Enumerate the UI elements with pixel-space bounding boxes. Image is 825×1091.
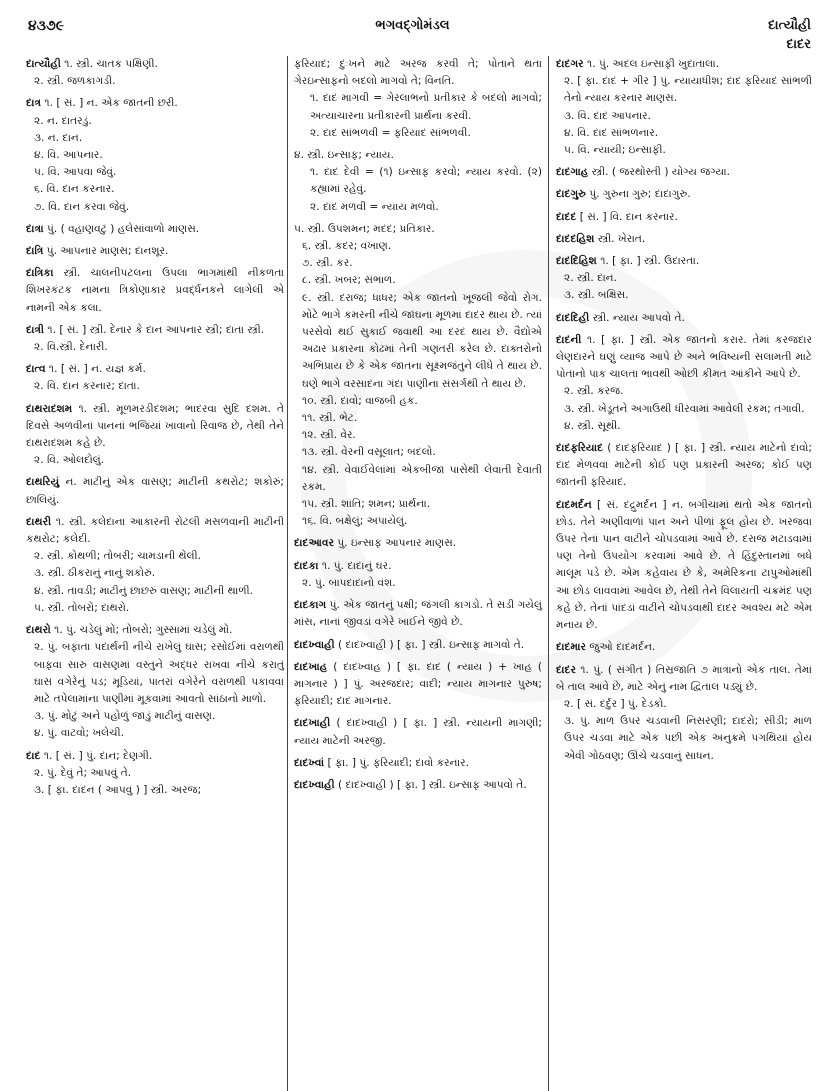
dictionary-entry	[556, 209, 812, 226]
sense-line: ૧૬. વિ. બક્ષેલું; અપાયેલું.	[302, 515, 408, 528]
sense-line: ૨. સ્ત્રી. દાન.	[564, 272, 617, 285]
dictionary-entry	[294, 221, 542, 531]
entry-first-line	[26, 474, 284, 508]
definition-text: ૧. [ સં. ] સ્ત્રી. દેનાર કે દાન આપનાર સ્ત્રી; દાતા સ્ત્રી.	[44, 323, 265, 336]
sense-line: ૧૫. સ્ત્રી. શાંતિ; શમન; પ્રાર્થના.	[302, 498, 431, 511]
headword: દાદખ્વાહી	[294, 778, 335, 791]
definition-text: ૧. [ સં. ] પું. દાન; દેણગી.	[40, 749, 153, 762]
headword: દાદગર	[556, 58, 584, 70]
definition-text: ( દાદફરિયાદ ) [ ફા. ] સ્ત્રી. ન્યાય માટેનો દાવો; દાદ મેળવવા માટેની કોઈ પણ પ્રકારની અરજ; કોઈ પણ જાતની ફરિયાદ.	[556, 442, 812, 489]
dictionary-entry	[294, 56, 542, 142]
dictionary-entry	[26, 322, 284, 356]
entry-first-line	[26, 401, 284, 453]
definition-text: સ્ત્રી. ન્યાય આપવો તે.	[589, 311, 685, 324]
dictionary-entry	[26, 514, 284, 617]
dictionary-entry	[294, 558, 542, 592]
dictionary-entry	[556, 253, 812, 305]
sense-line: ૫. વિ. ન્યાયી; ઇન્સાફી.	[564, 144, 666, 157]
headword: દાદફરિયાદ	[556, 442, 604, 455]
dictionary-entry	[26, 56, 284, 90]
entry-first-line	[26, 56, 284, 73]
sense-line: ૩. વિ. દાદ આપનાર.	[564, 109, 652, 122]
headword: દાત્રી	[26, 323, 45, 336]
entry-first-line	[294, 558, 542, 575]
dictionary-entry	[26, 243, 284, 260]
entry-first-line	[556, 639, 812, 656]
dictionary-entry	[294, 777, 542, 794]
definition-text: પું. એક જાતનું પક્ષી; જંગલી કાગડો. તે સડી ગયેલું માંસ, નાનાં જીવડાં વગેરે ખાઈને જીવે છે.	[294, 599, 542, 629]
dictionary-entry	[294, 147, 542, 216]
dictionary-entry	[556, 440, 812, 492]
headword: દાદમાર	[556, 641, 586, 654]
sense-line: ૨. સ્ત્રી. કોથળી; તોબરી; ચામડાની થેલી.	[34, 550, 202, 563]
definition-text: ફરિયાદ; દુઃખને માટે અરજ કરવી તે; પોતાને થતા ગેરઇન્સાફનો બદલો માગવો તે; વિનતિ.	[294, 58, 542, 88]
definition-text: ૧. પું. અદલ ઇન્સાફી ખુદાતાલા.	[583, 58, 720, 70]
sense-line: ૧૨. સ્ત્રી. વેર.	[302, 429, 356, 442]
entry-first-line	[556, 497, 812, 635]
sense-line: ૬. વિ. દાન કરનાર.	[34, 183, 115, 196]
definition-text: [ સં. ] વિ. દાન કરનાર.	[576, 210, 678, 223]
definition-text: પું. ( વહાણવટું ) હલેસાંવાળો માણસ.	[43, 222, 200, 235]
headword: દાદદહિશ	[556, 232, 595, 245]
definition-text: સ્ત્રી. ( જરથોસ્તી ) યોગ્ય જગ્યા.	[588, 166, 730, 179]
sense-line: ૩. સ્ત્રી. ખેડૂતને અગાઉથી ધીરવામાં આવેલી રકમ; તગાવી.	[564, 402, 805, 415]
headword: દાદની	[556, 333, 582, 346]
entry-first-line	[26, 322, 284, 339]
headword: દાત્ર	[26, 97, 42, 110]
entry-first-line	[26, 514, 284, 548]
sense-line: ૧૩. સ્ત્રી. વેરની વસૂલાત; બદલો.	[302, 446, 436, 459]
idiom-subsense: ૧. દાદ દેવી = (૧) ઇન્સાફ કરવો; ન્યાય કરવો. (૨) કહ્યામાં રહેવું.	[310, 166, 542, 196]
dictionary-entry	[556, 164, 812, 181]
dictionary-entry	[556, 231, 812, 248]
dictionary-entry	[294, 637, 542, 654]
column-divider	[548, 56, 549, 1091]
definition-text: [ સં. દદ્રુમર્દન ] ન. બગીચામાં થતો એક જાતનો છોડ. તેને અણીવાળાં પાન અને પીળાં ફૂલ હોય છે. ખરજવા ઉપર તેનાં પાન વાટીને ચોપડવામાં આવે છે. દરાજ મટાડવામાં પણ તેનો ઉપયોગ કરવામાં આવે છે. તે હિંદુસ્તાનમાં બધે માલૂમ પડે છે. એમ કહેવાય છે કે, અમેરિકના ટાપુઓમાંથી આ છોડ લાવવામાં આવેલ છે, તેથી તેને વિલાયતી ચક્રમંદ પણ કહે છે. તેનાં પાંદડાં વાટીને ચોપડવાથી દાદર અવશ્ય મટે એમ મનાય છે.	[556, 498, 812, 632]
dictionary-entry	[26, 748, 284, 800]
sense-line: ૮. સ્ત્રી. ખબર; સંભાળ.	[302, 274, 396, 287]
entry-first-line	[294, 777, 542, 794]
headword: દાદકા	[294, 559, 319, 572]
headword: દાદર	[556, 663, 576, 676]
dictionary-entry	[294, 659, 542, 711]
sense-line: ૩. ન. દાન.	[34, 131, 83, 144]
entry-first-line	[556, 662, 812, 696]
headword: દાત્રા	[26, 222, 44, 235]
entry-first-line	[556, 253, 812, 270]
page-number: ૪૩૭૯	[28, 18, 65, 34]
entry-first-line	[26, 95, 284, 112]
sense-line: ૨. ન. દાતરડું.	[34, 114, 92, 127]
definition-text: ૧. [ ફા. ] સ્ત્રી. ઉદારતા.	[596, 255, 700, 268]
definition-text: ( દાદખ્વાહી ) [ ફા. ] સ્ત્રી. ન્યાયની માગણી; ન્યાય માટેની અરજી.	[294, 717, 542, 747]
definition-text: પું. ગુરુના ગુરુ; દાદાગુરુ.	[585, 188, 691, 201]
definition-text: ૧. [ સં. ] ન. યજ્ઞ કર્મ.	[45, 363, 146, 376]
definition-text: ( દાદખ્વાહ ) [ ફા. દાદ ( ન્યાય ) + ખાહ ( માગનાર ) ] પું. અરજદાર; વાદી; ન્યાય માગનાર પુરુષ; ફરિયાદી; દાદ માગનાર.	[294, 660, 542, 708]
entry-first-line	[294, 637, 542, 654]
headword: દાત્રિકા	[26, 267, 54, 280]
definition-text: પું. ઇન્સાફ આપનાર માણસ.	[334, 537, 457, 550]
page-header	[0, 12, 825, 52]
entry-first-line	[294, 715, 542, 749]
running-title: ભગવદ્ગોમંડલ	[375, 18, 450, 33]
headword: દાદખ્વાં	[294, 756, 325, 769]
idiom-subsense: ૧. દાદ માગવી = ગેરલાભનો પ્રતીકાર કે બદલો માગવો; અત્યાચારના પ્રતીકારની પ્રાર્થના કરવી.	[310, 92, 542, 122]
entry-first-line	[556, 186, 812, 203]
column-middle	[294, 56, 542, 799]
entry-first-line	[556, 310, 812, 327]
entry-first-line	[294, 755, 542, 772]
dictionary-entry	[26, 221, 284, 238]
headword: દાત્વ	[26, 363, 46, 376]
definition-text: ૧. [ સં. ] ન. એક જાતની છરી.	[41, 97, 178, 110]
entry-first-line	[26, 361, 284, 378]
entry-first-line	[294, 597, 542, 631]
entry-first-line	[556, 231, 812, 248]
dictionary-entry	[26, 474, 284, 508]
definition-text: સ્ત્રી. ચાલનીપટલના ઉપલા ભાગમાંથી નીકળતા શિખરકંટક નામના ત્રિકોણાકાર પ્રવર્દ્ધનકને લાગેલી એ નામની એક કલા.	[26, 267, 284, 314]
definition-text: ૧. પું. દાદાનું ઘર.	[318, 559, 392, 572]
sense-line: ૨. સ્ત્રી. જળકાગડી.	[34, 75, 116, 88]
headword: દાથરી	[26, 515, 52, 528]
dictionary-entry	[556, 332, 812, 435]
headword: દાદગુરુ	[556, 188, 586, 201]
guide-words	[768, 16, 811, 54]
sense-line: ૧૦. સ્ત્રી. દાવો; વાજબી હક.	[302, 394, 418, 407]
sense-line: ૩. પું. મોટું અને પહોળું જાડું માટીનું વાસણ.	[34, 710, 216, 723]
sense-line: ૨. વિ. દાન કરનાર; દાતા.	[34, 380, 140, 393]
dictionary-entry	[294, 755, 542, 772]
sense-line: ૭. વિ. દાન કરવા જેવું.	[34, 200, 130, 213]
entry-first-line	[294, 221, 542, 238]
sense-line: ૧૪. સ્ત્રી. વેવાઈવેલાંમાં એકબીજા પાસેથી લેવાતી દેવાતી રકમ.	[302, 463, 542, 493]
sense-line: ૪. પું. વાટવો; ખલેચી.	[34, 727, 125, 740]
sense-line: ૧૧. સ્ત્રી. ભેટ.	[302, 412, 358, 425]
headword: દાદખાહ	[294, 660, 328, 673]
sense-line: ૨. વિ.સ્ત્રી. દેનારી.	[34, 341, 108, 354]
sense-line: ૬. સ્ત્રી. કદર; વખાણ.	[302, 240, 392, 253]
sense-line: ૨. પું. બફાતા પદાર્થની નીચે રાખેલું ઘાસ; રસોઈમાં વરાળથી બાફવા સારુ વાસણમાં વસ્તુને અદ્ધર રાખવા નીચે કરાતું ઘાસ વગેરેનું પડ; મૂડિયાં, પાતરાં વગેરેને વરાળથી પકાવવા માટે તપેલામાંના પાણીમાં મૂકવામાં આવતો સાંઠાનો માળો.	[34, 641, 284, 705]
column-left	[26, 56, 284, 804]
entry-first-line	[556, 56, 812, 73]
sense-line: ૨. વિ. ઓલદોલું.	[34, 454, 105, 467]
headword: દાત્રિ	[26, 245, 44, 258]
sense-line: ૫. વિ. આપવા જેવું.	[34, 166, 117, 179]
headword: દાદ	[26, 749, 41, 762]
dictionary-entry	[556, 56, 812, 159]
dictionary-entry	[556, 186, 812, 203]
entry-first-line	[294, 659, 542, 711]
sense-line: ૨. [ ફા. દાદ + ગીર ] પું. ન્યાયાધીશ; દાદ ફરિયાદ સાંભળી તેનો ન્યાય કરનાર માણસ.	[564, 75, 812, 105]
headword: દાથરાદશમ	[26, 402, 73, 415]
sense-line: ૨. [ સં. દર્દુર ] પું. દેડકો.	[564, 697, 667, 710]
definition-text: ( દાદખ્વાહી ) [ ફા. ] સ્ત્રી. ઇન્સાફ આપવો તે.	[334, 778, 527, 791]
headword: દાથરો	[26, 624, 51, 637]
entry-first-line	[294, 535, 542, 552]
entry-first-line	[294, 147, 542, 164]
definition-text: ૧. [ ફા. ] સ્ત્રી. એક જાતનો કરાર. તેમાં કરજદાર લેણદારને ઘણું વ્યાજ આપે છે અને ભવિષ્યની સલામતી માટે પોતાનો પાક ચાલતા ભાવથી ઓછી કીમત આંકીને આપે છે.	[556, 333, 812, 381]
sense-line: ૯. સ્ત્રી. દરાજ; ધાધર; એક જાતનો ખૂજલી જેવો રોગ. મોટે ભાગે કમરની નીચે જાંઘના મૂળમાં દાદર થાય છે. ત્યાં પરસેવો થઈ સુકાઈ જવાથી આ દરદ થાય છે. વૈદ્યોએ અઢાર પ્રકારના કોઢમાં તેની ગણતરી કરેલ છે. દાક્તરોનો અભિપ્રાય છે કે એક જાતના સૂક્ષ્મજંતુને લીધે તે થાય છે. ઘણે ભાગે વરસાદના ગંદા પાણીના સંસર્ગથી તે થાય છે.	[302, 291, 542, 390]
dictionary-entry	[26, 265, 284, 317]
entry-first-line	[26, 748, 284, 765]
sense-line: ૭. સ્ત્રી. કર.	[302, 257, 353, 270]
dictionary-entry	[556, 639, 812, 656]
definition-text: ૫. સ્ત્રી. ઉપશમન; મદદ; પ્રતિકાર.	[294, 222, 435, 235]
headword: દાત્યૌહી	[26, 58, 61, 70]
sense-line: ૩. સ્ત્રી. ઠીકરાનું નાનું શકોરું.	[34, 567, 156, 580]
headword: દાદમર્દન	[556, 498, 592, 511]
dictionary-entry	[556, 497, 812, 635]
entry-first-line	[556, 440, 812, 492]
headword: દાદદિહી	[556, 311, 590, 324]
sense-line: ૨. પું. બાપદાદાનો વંશ.	[302, 576, 396, 589]
definition-text: ૧. સ્ત્રી. કલેદાના આકારની રોટલી મસળવાની માટીની કથરોટ; કલેદી.	[26, 515, 284, 546]
dictionary-entry	[26, 622, 284, 742]
sense-line: ૪. સ્ત્રી. સૂથી.	[564, 419, 621, 432]
sense-line: ૪. સ્ત્રી. તાવડી; માટીનું છાછરું વાસણ; માટીની થાળી.	[34, 584, 254, 597]
definition-text: સ્ત્રી. ખેરાત.	[594, 232, 646, 245]
entry-first-line	[556, 332, 812, 384]
dictionary-entry	[26, 401, 284, 470]
headword: દાદદ	[556, 210, 577, 223]
headword: દાદઆવર	[294, 537, 334, 550]
sense-line: ૪. વિ. આપનાર.	[34, 149, 103, 162]
sense-line: ૩. સ્ત્રી. બક્ષિસ.	[564, 289, 629, 302]
definition-text: [ ફા. ] પું. ફરિયાદી; દાવો કરનાર.	[324, 756, 469, 769]
definition-text: ( દાદખ્વાહી ) [ ફા. ] સ્ત્રી. ઇન્સાફ માગવો તે.	[334, 638, 525, 651]
headword: દાદદિહિશ	[556, 255, 597, 268]
dictionary-columns	[0, 56, 825, 1076]
idiom-subsense: ૨. દાદ સાંભળવી = ફરિયાદ સાંભળવી.	[310, 126, 471, 139]
guide-word-first: દાત્યૌહી	[768, 18, 811, 33]
definition-text: ન. માટીનું એક વાસણ; માટીની કથરોટ; શકોરું; છાલિયું.	[26, 476, 284, 506]
headword: દાદખ્વાહી	[294, 638, 335, 651]
headword: દાદખાહી	[294, 717, 331, 730]
entry-first-line	[556, 209, 812, 226]
column-divider	[287, 56, 288, 1091]
entry-first-line	[26, 622, 284, 639]
column-right	[556, 56, 812, 770]
dictionary-entry	[294, 715, 542, 749]
headword: દાદગાહ	[556, 166, 589, 179]
definition-text: ૧. પું. ( સંગીત ) તિસ્રજાતિ ૭ માત્રાનો એક તાલ. તેમાં બે તાલ આવે છે, માટે એનું નામ દ્વિતાલ પડ્યું છે.	[556, 663, 812, 693]
entry-first-line	[26, 265, 284, 317]
dictionary-entry	[26, 361, 284, 395]
entry-first-line	[556, 164, 812, 181]
sense-line: ૨. સ્ત્રી. કરજ.	[564, 385, 624, 398]
dictionary-entry	[294, 597, 542, 631]
sense-line: ૨. પું. દેવું તે; આપવું તે.	[34, 766, 132, 779]
entry-first-line	[294, 56, 542, 90]
definition-text: પું. આપનાર માણસ; દાનશૂર.	[43, 245, 169, 258]
definition-text: ૧. સ્ત્રી. મૂળમરડીદશમ; ભાદરવા સુદિ દશમ. તે દિવસે અળવીનાં પાનનાં ભજિયાં ખાવાનો રિવાજ છે, તેથી તેને દાથરાદશમ કહે છે.	[26, 402, 284, 450]
idiom-subsense: ૨. દાદ મળવી = ન્યાય મળવો.	[310, 200, 439, 213]
headword: દાદકાગ	[294, 599, 327, 612]
definition-text: ૧. પું. ચડેલું મોં; તોબરો; ગુસ્સામાં ચડેલું મોં.	[50, 624, 233, 637]
dictionary-entry	[556, 662, 812, 765]
headword: દાથરિયું	[26, 476, 60, 489]
dictionary-entry	[556, 310, 812, 327]
definition-text: ૧. સ્ત્રી. ચાતક પક્ષિણી.	[60, 58, 158, 70]
definition-text: જુઓ દાદમર્દન.	[586, 641, 656, 654]
dictionary-entry	[26, 95, 284, 215]
entry-first-line	[26, 243, 284, 260]
sense-line: ૫. સ્ત્રી. તોબરો; દાથરો.	[34, 601, 130, 614]
sense-line: ૩. પું. માળ ઉપર ચડવાની નિસરણી; દાદરો; સીડી; માળ ઉપર ચડવા માટે એક પછી એક અનુક્રમે પગથિયાં હોય એવી ગોઠવણ; ઊંચે ચડવાનું સાધન.	[564, 715, 812, 762]
dictionary-entry	[294, 535, 542, 552]
guide-word-last: દાદર	[786, 37, 811, 52]
definition-text: ૪. સ્ત્રી. ઇન્સાફ; ન્યાય.	[294, 149, 394, 162]
sense-line: ૩. [ ફા. દાદન ( આપવું ) ] સ્ત્રી. અરજ;	[34, 783, 202, 796]
entry-first-line	[26, 221, 284, 238]
sense-line: ૪. વિ. દાદ સાંભળનાર.	[564, 126, 659, 139]
